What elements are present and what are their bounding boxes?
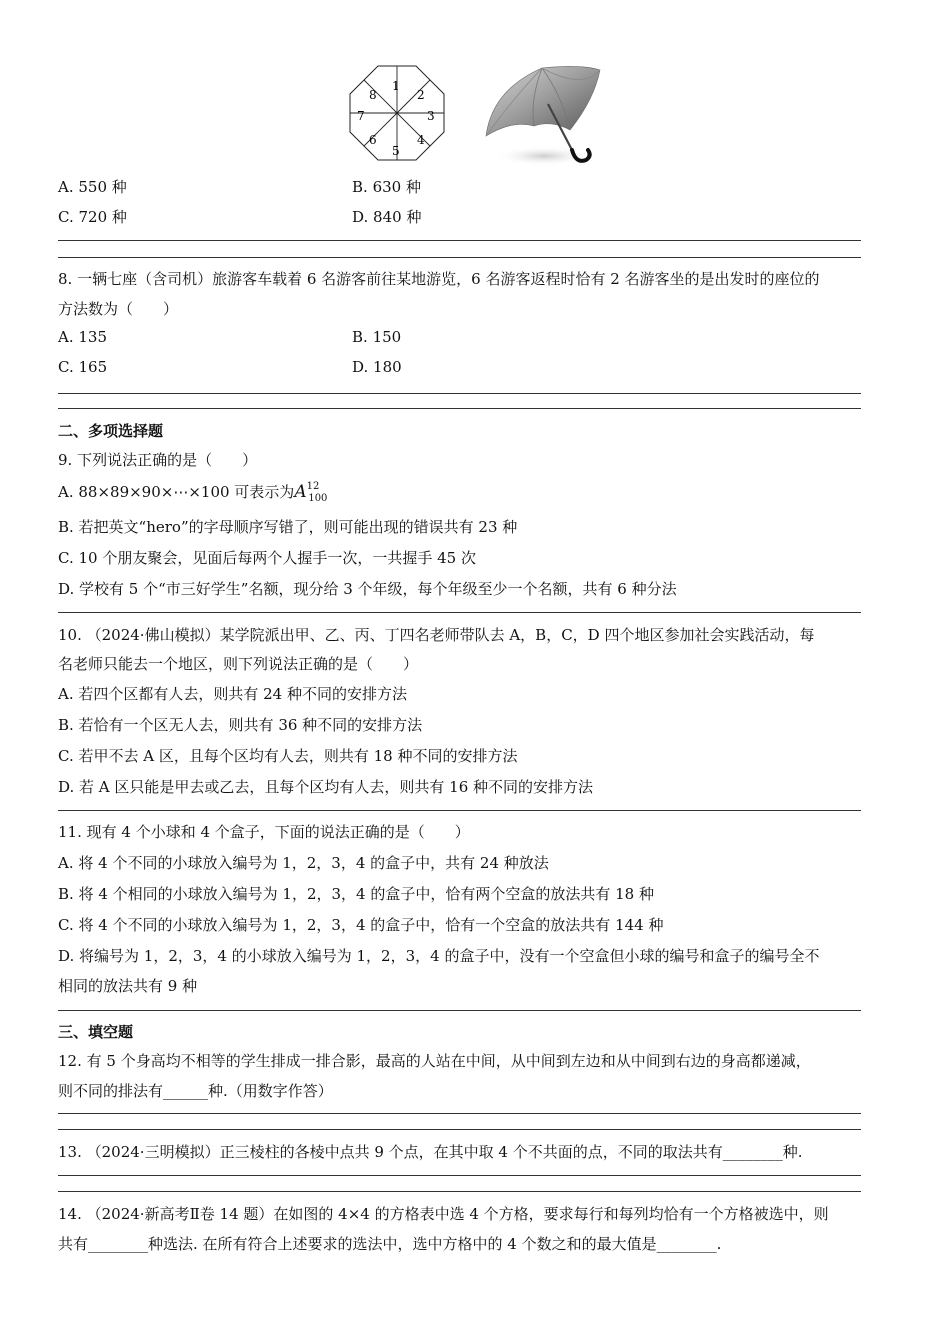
q8-option-c[interactable]: C. 165 bbox=[58, 358, 108, 376]
wheel-number: 2 bbox=[417, 88, 425, 102]
q10-stem-line2: 名老师只能去一个地区，则下列说法正确的是（ ） bbox=[58, 655, 419, 673]
q10-option-d[interactable]: D. 若 A 区只能是甲去或乙去，且每个区均有人去，则共有 16 种不同的安排方法 bbox=[58, 778, 594, 796]
q11-option-d-line1[interactable]: D. 将编号为 1，2，3，4 的小球放入编号为 1，2，3，4 的盒子中，没有一个空盒但小球的编号和盒子的编号全不 bbox=[58, 947, 820, 965]
answer-line bbox=[58, 1175, 861, 1176]
q12-stem-line2: 则不同的排法有______种.（用数字作答） bbox=[58, 1082, 333, 1100]
q9-stem: 9. 下列说法正确的是（ ） bbox=[58, 451, 258, 469]
wheel-number: 5 bbox=[392, 144, 400, 158]
q9-option-d[interactable]: D. 学校有 5 个“市三好学生”名额，现分给 3 个年级，每个年级至少一个名额，共有 6 种分法 bbox=[58, 580, 677, 598]
answer-line bbox=[58, 1010, 861, 1011]
wheel-number: 1 bbox=[392, 79, 400, 93]
q8-stem-line1: 8. 一辆七座（含司机）旅游客车载着 6 名游客前往某地游览，6 名游客返程时恰有 2 名游客坐的是出发时的座位的 bbox=[58, 270, 820, 288]
q14-stem-line2: 共有________种选法. 在所有符合上述要求的选法中，选中方格中的 4 个数之和的最大值是________. bbox=[58, 1235, 722, 1253]
q9-option-b[interactable]: B. 若把英文“hero”的字母顺序写错了，则可能出现的错误共有 23 种 bbox=[58, 518, 518, 536]
q8-option-b[interactable]: B. 150 bbox=[352, 328, 402, 346]
answer-line bbox=[58, 257, 861, 258]
q10-option-c[interactable]: C. 若甲不去 A 区，且每个区均有人去，则共有 18 种不同的安排方法 bbox=[58, 747, 518, 765]
q7-option-b[interactable]: B. 630 种 bbox=[352, 178, 421, 196]
wheel-number: 8 bbox=[369, 88, 377, 102]
answer-line bbox=[58, 1129, 861, 1130]
section-title: 二、多项选择题 bbox=[58, 422, 164, 440]
wheel-number: 4 bbox=[417, 133, 425, 147]
q9-option-c[interactable]: C. 10 个朋友聚会，见面后每两个人握手一次，一共握手 45 次 bbox=[58, 549, 476, 567]
q12-stem-line1: 12. 有 5 个身高均不相等的学生排成一排合影，最高的人站在中间，从中间到左边和从中间到右边的身高都递减， bbox=[58, 1052, 811, 1070]
answer-line bbox=[58, 408, 861, 409]
answer-line bbox=[58, 1113, 861, 1114]
section-title: 三、填空题 bbox=[58, 1023, 134, 1041]
q7-option-d[interactable]: D. 840 种 bbox=[352, 208, 422, 226]
wheel-number: 3 bbox=[427, 109, 435, 123]
q7-option-c[interactable]: C. 720 种 bbox=[58, 208, 127, 226]
answer-line bbox=[58, 1191, 861, 1192]
q11-option-d-line2: 相同的放法共有 9 种 bbox=[58, 977, 198, 995]
answer-line bbox=[58, 612, 861, 613]
umbrella-icon bbox=[482, 60, 607, 170]
answer-line bbox=[58, 240, 861, 241]
wheel-number: 7 bbox=[357, 109, 365, 123]
octagon-wheel-figure bbox=[344, 64, 450, 168]
q14-stem-line1: 14. （2024·新高考Ⅱ卷 14 题）在如图的 4×4 的方格表中选 4 个方格，要求每行和每列均恰有一个方格被选中，则 bbox=[58, 1205, 829, 1223]
q7-option-a[interactable]: A. 550 种 bbox=[58, 178, 127, 196]
answer-line bbox=[58, 810, 861, 811]
answer-line bbox=[58, 393, 861, 394]
q10-stem-line1: 10. （2024·佛山模拟）某学院派出甲、乙、丙、丁四名老师带队去 A，B，C，D 四个地区参加社会实践活动，每 bbox=[58, 626, 815, 644]
q11-option-a[interactable]: A. 将 4 个不同的小球放入编号为 1，2，3，4 的盒子中，共有 24 种放法 bbox=[58, 854, 549, 872]
q10-option-a[interactable]: A. 若四个区都有人去，则共有 24 种不同的安排方法 bbox=[58, 685, 407, 703]
q8-stem-line2: 方法数为（ ） bbox=[58, 300, 179, 318]
wheel-number: 6 bbox=[369, 133, 377, 147]
q9-option-a[interactable]: A. 88×89×90×⋯×100 可表示为$A^{12}_{100}$ bbox=[58, 481, 328, 504]
q10-option-b[interactable]: B. 若恰有一个区无人去，则共有 36 种不同的安排方法 bbox=[58, 716, 423, 734]
q8-option-d[interactable]: D. 180 bbox=[352, 358, 402, 376]
q11-option-b[interactable]: B. 将 4 个相同的小球放入编号为 1，2，3，4 的盒子中，恰有两个空盒的放法共有 18 种 bbox=[58, 885, 654, 903]
q11-stem: 11. 现有 4 个小球和 4 个盒子，下面的说法正确的是（ ） bbox=[58, 823, 470, 841]
q13-stem: 13. （2024·三明模拟）正三棱柱的各棱中点共 9 个点，在其中取 4 个不共面的点，不同的取法共有________种. bbox=[58, 1143, 803, 1161]
q8-option-a[interactable]: A. 135 bbox=[58, 328, 108, 346]
q11-option-c[interactable]: C. 将 4 个不同的小球放入编号为 1，2，3，4 的盒子中，恰有一个空盒的放法共有 144 种 bbox=[58, 916, 664, 934]
